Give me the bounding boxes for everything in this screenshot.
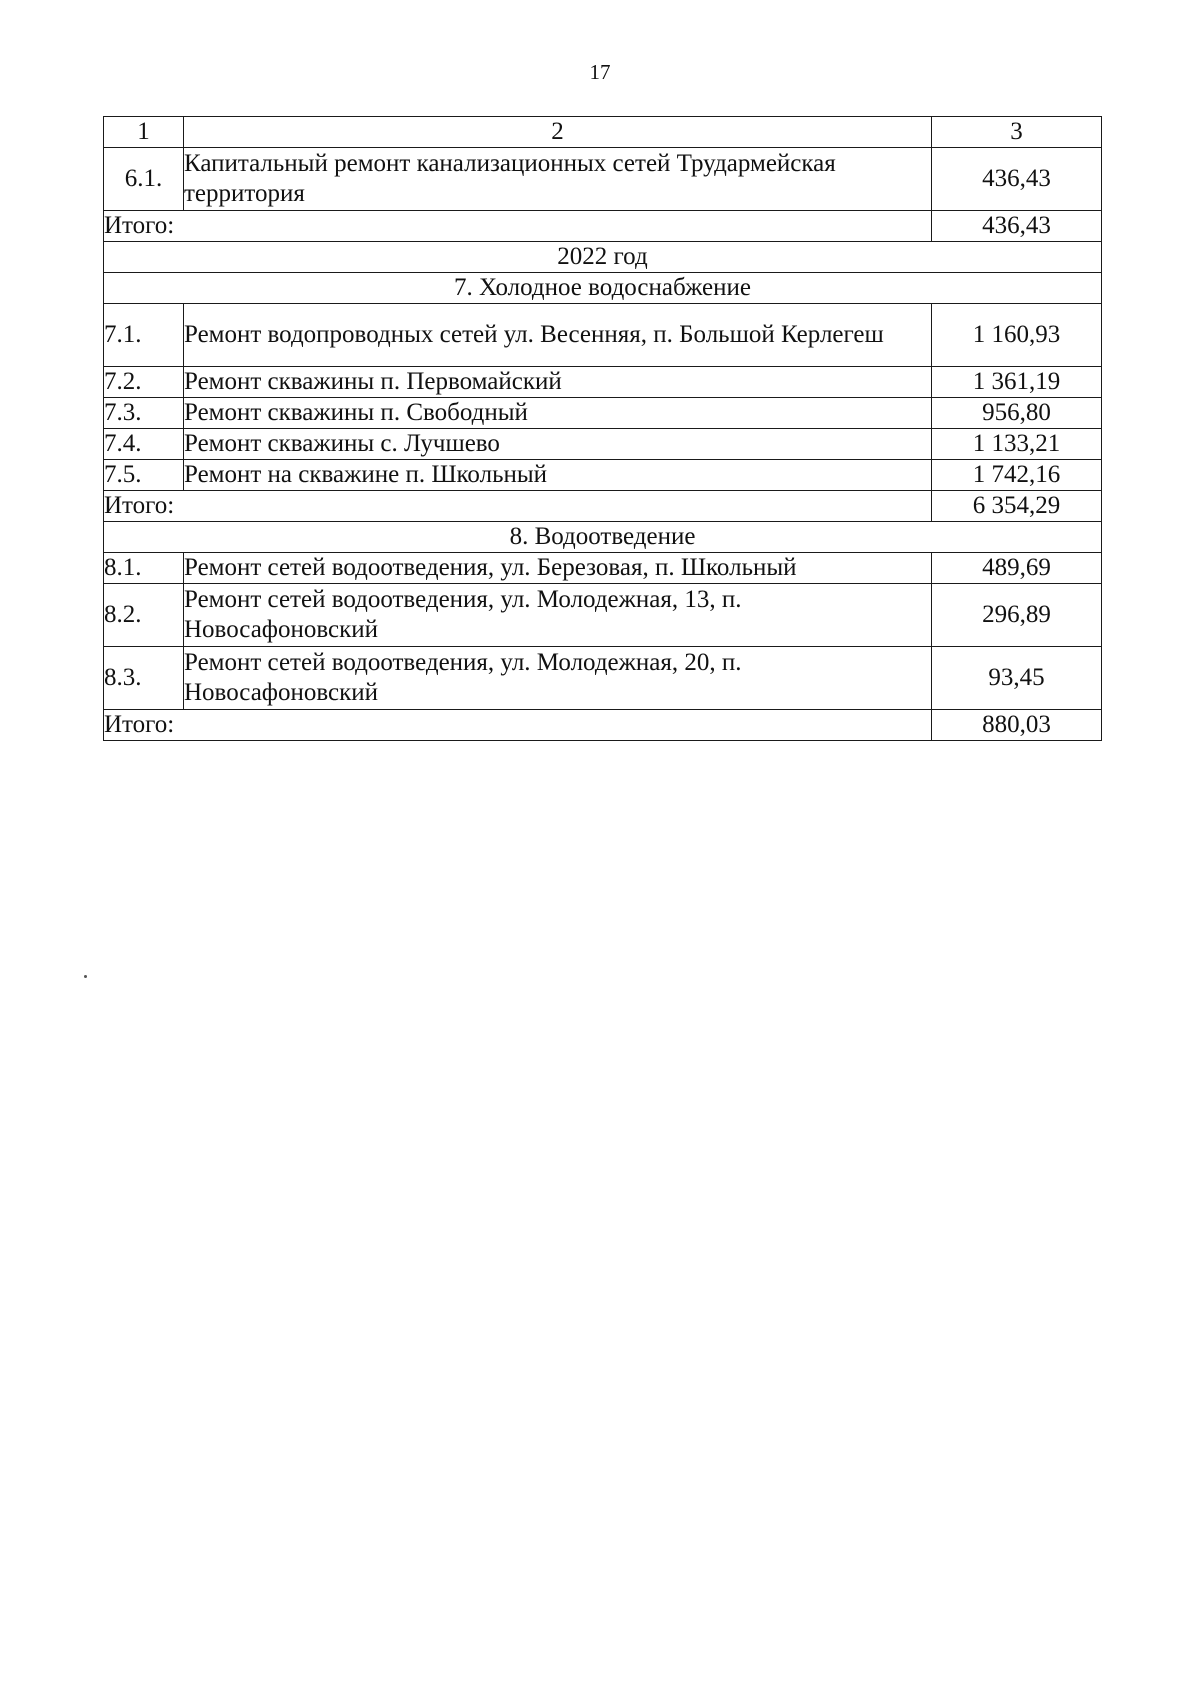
table-row xyxy=(104,553,1102,584)
total-value: 436,43 xyxy=(932,211,1102,242)
row-name: Ремонт на скважине п. Школьный xyxy=(184,460,932,491)
total-label: Итого: xyxy=(104,710,932,741)
column-number-1: 1 xyxy=(104,117,184,148)
table-row xyxy=(104,398,1102,429)
page-number: 17 xyxy=(589,60,611,84)
row-number: 8.1. xyxy=(104,553,184,584)
row-number: 7.2. xyxy=(104,367,184,398)
section-heading-row xyxy=(104,522,1102,553)
table-row xyxy=(104,460,1102,491)
row-number: 7.3. xyxy=(104,398,184,429)
section-8-title: 8. Водоотведение xyxy=(104,522,1102,553)
total-label: Итого: xyxy=(104,491,932,522)
row-name: Капитальный ремонт канализационных сетей Трудармейская территория xyxy=(184,148,932,211)
row-value: 296,89 xyxy=(932,584,1102,647)
table-row xyxy=(104,584,1102,647)
table-row xyxy=(104,148,1102,211)
row-value: 1 742,16 xyxy=(932,460,1102,491)
row-number: 8.2. xyxy=(104,584,184,647)
row-value: 489,69 xyxy=(932,553,1102,584)
table-row xyxy=(104,647,1102,710)
row-name: Ремонт водопроводных сетей ул. Весенняя, п. Большой Керлегеш xyxy=(184,304,932,367)
row-value: 1 361,19 xyxy=(932,367,1102,398)
table-row xyxy=(104,429,1102,460)
row-name: Ремонт сетей водоотведения, ул. Молодежная, 20, п. Новосафоновский xyxy=(184,647,932,710)
row-number: 6.1. xyxy=(104,148,184,211)
row-value: 956,80 xyxy=(932,398,1102,429)
column-number-3: 3 xyxy=(932,117,1102,148)
row-number: 8.3. xyxy=(104,647,184,710)
row-value: 1 160,93 xyxy=(932,304,1102,367)
section-heading-row xyxy=(104,273,1102,304)
year-heading: 2022 год xyxy=(104,242,1102,273)
column-number-2: 2 xyxy=(184,117,932,148)
row-name: Ремонт сетей водоотведения, ул. Молодежная, 13, п. Новосафоновский xyxy=(184,584,932,647)
table-row xyxy=(104,304,1102,367)
total-value: 880,03 xyxy=(932,710,1102,741)
total-label: Итого: xyxy=(104,211,932,242)
section-7-title: 7. Холодное водоснабжение xyxy=(104,273,1102,304)
total-row xyxy=(104,710,1102,741)
year-row xyxy=(104,242,1102,273)
total-row xyxy=(104,491,1102,522)
row-number: 7.5. xyxy=(104,460,184,491)
repair-table xyxy=(103,116,1102,741)
row-number: 7.1. xyxy=(104,304,184,367)
row-value: 1 133,21 xyxy=(932,429,1102,460)
scan-speck xyxy=(84,975,87,978)
total-value: 6 354,29 xyxy=(932,491,1102,522)
row-name: Ремонт скважины п. Первомайский xyxy=(184,367,932,398)
row-value: 93,45 xyxy=(932,647,1102,710)
row-value: 436,43 xyxy=(932,148,1102,211)
row-name: Ремонт скважины с. Лучшево xyxy=(184,429,932,460)
table-row xyxy=(104,367,1102,398)
row-name: Ремонт скважины п. Свободный xyxy=(184,398,932,429)
total-row xyxy=(104,211,1102,242)
row-number: 7.4. xyxy=(104,429,184,460)
table-header-row xyxy=(104,117,1102,148)
row-name: Ремонт сетей водоотведения, ул. Березовая, п. Школьный xyxy=(184,553,932,584)
